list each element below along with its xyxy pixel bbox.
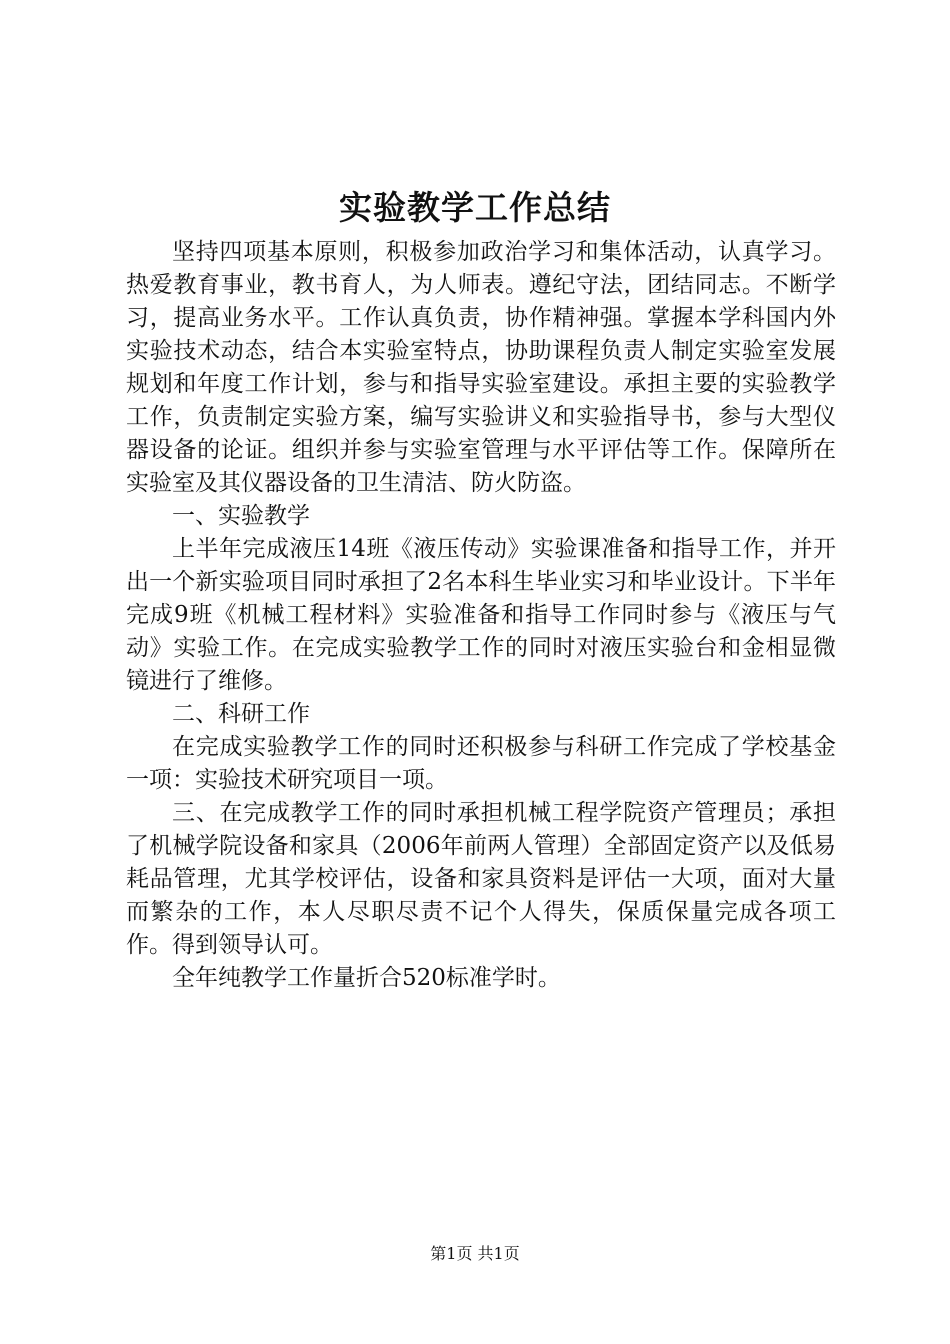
document-title: 实验教学工作总结 — [339, 188, 611, 227]
paragraph-intro: 坚持四项基本原则，积极参加政治学习和集体活动，认真学习。热爱教育事业，教书育人，为人师表。遵纪守法，团结同志。不断学习，提高业务水平。工作认真负责，协作精神强。掌握本学科国内外实验技术动态，结合本实验室特点，协助课程负责人制定实验室发展规划和年度工作计划，参与和指导实验室建设。承担主要的实验教学工作，负责制定实验方案，编写实验讲义和实验指导书，参与大型仪器设备的论证。组织并参与实验室管理与水平评估等工作。保障所在实验室及其仪器设备的卫生清洁、防火防盗。 — [126, 239, 836, 496]
paragraph-workload: 全年纯教学工作量折合520标准学时。 — [172, 965, 561, 991]
section-heading-teaching: 一、实验教学 — [172, 503, 310, 529]
section-heading-research: 二、科研工作 — [172, 701, 310, 727]
page-number-footer: 第1页 共1页 — [430, 1244, 520, 1263]
paragraph-research: 在完成实验教学工作的同时还积极参与科研工作完成了学校基金一项：实验技术研究项目一项。 — [126, 734, 836, 793]
document-body — [126, 236, 836, 995]
paragraph-asset-management: 三、在完成教学工作的同时承担机械工程学院资产管理员；承担了机械学院设备和家具（2006年前两人管理）全部固定资产以及低易耗品管理，尤其学校评估，设备和家具资料是评估一大项，面对大量而繁杂的工作，本人尽职尽责不记个人得失，保质保量完成各项工作。得到领导认可。 — [126, 800, 836, 958]
paragraph-teaching: 上半年完成液压14班《液压传动》实验课准备和指导工作，并开出一个新实验项目同时承担了2名本科生毕业实习和毕业设计。下半年完成9班《机械工程材料》实验准备和指导工作同时参与《液压与气动》实验工作。在完成实验教学工作的同时对液压实验台和金相显微镜进行了维修。 — [126, 536, 836, 694]
